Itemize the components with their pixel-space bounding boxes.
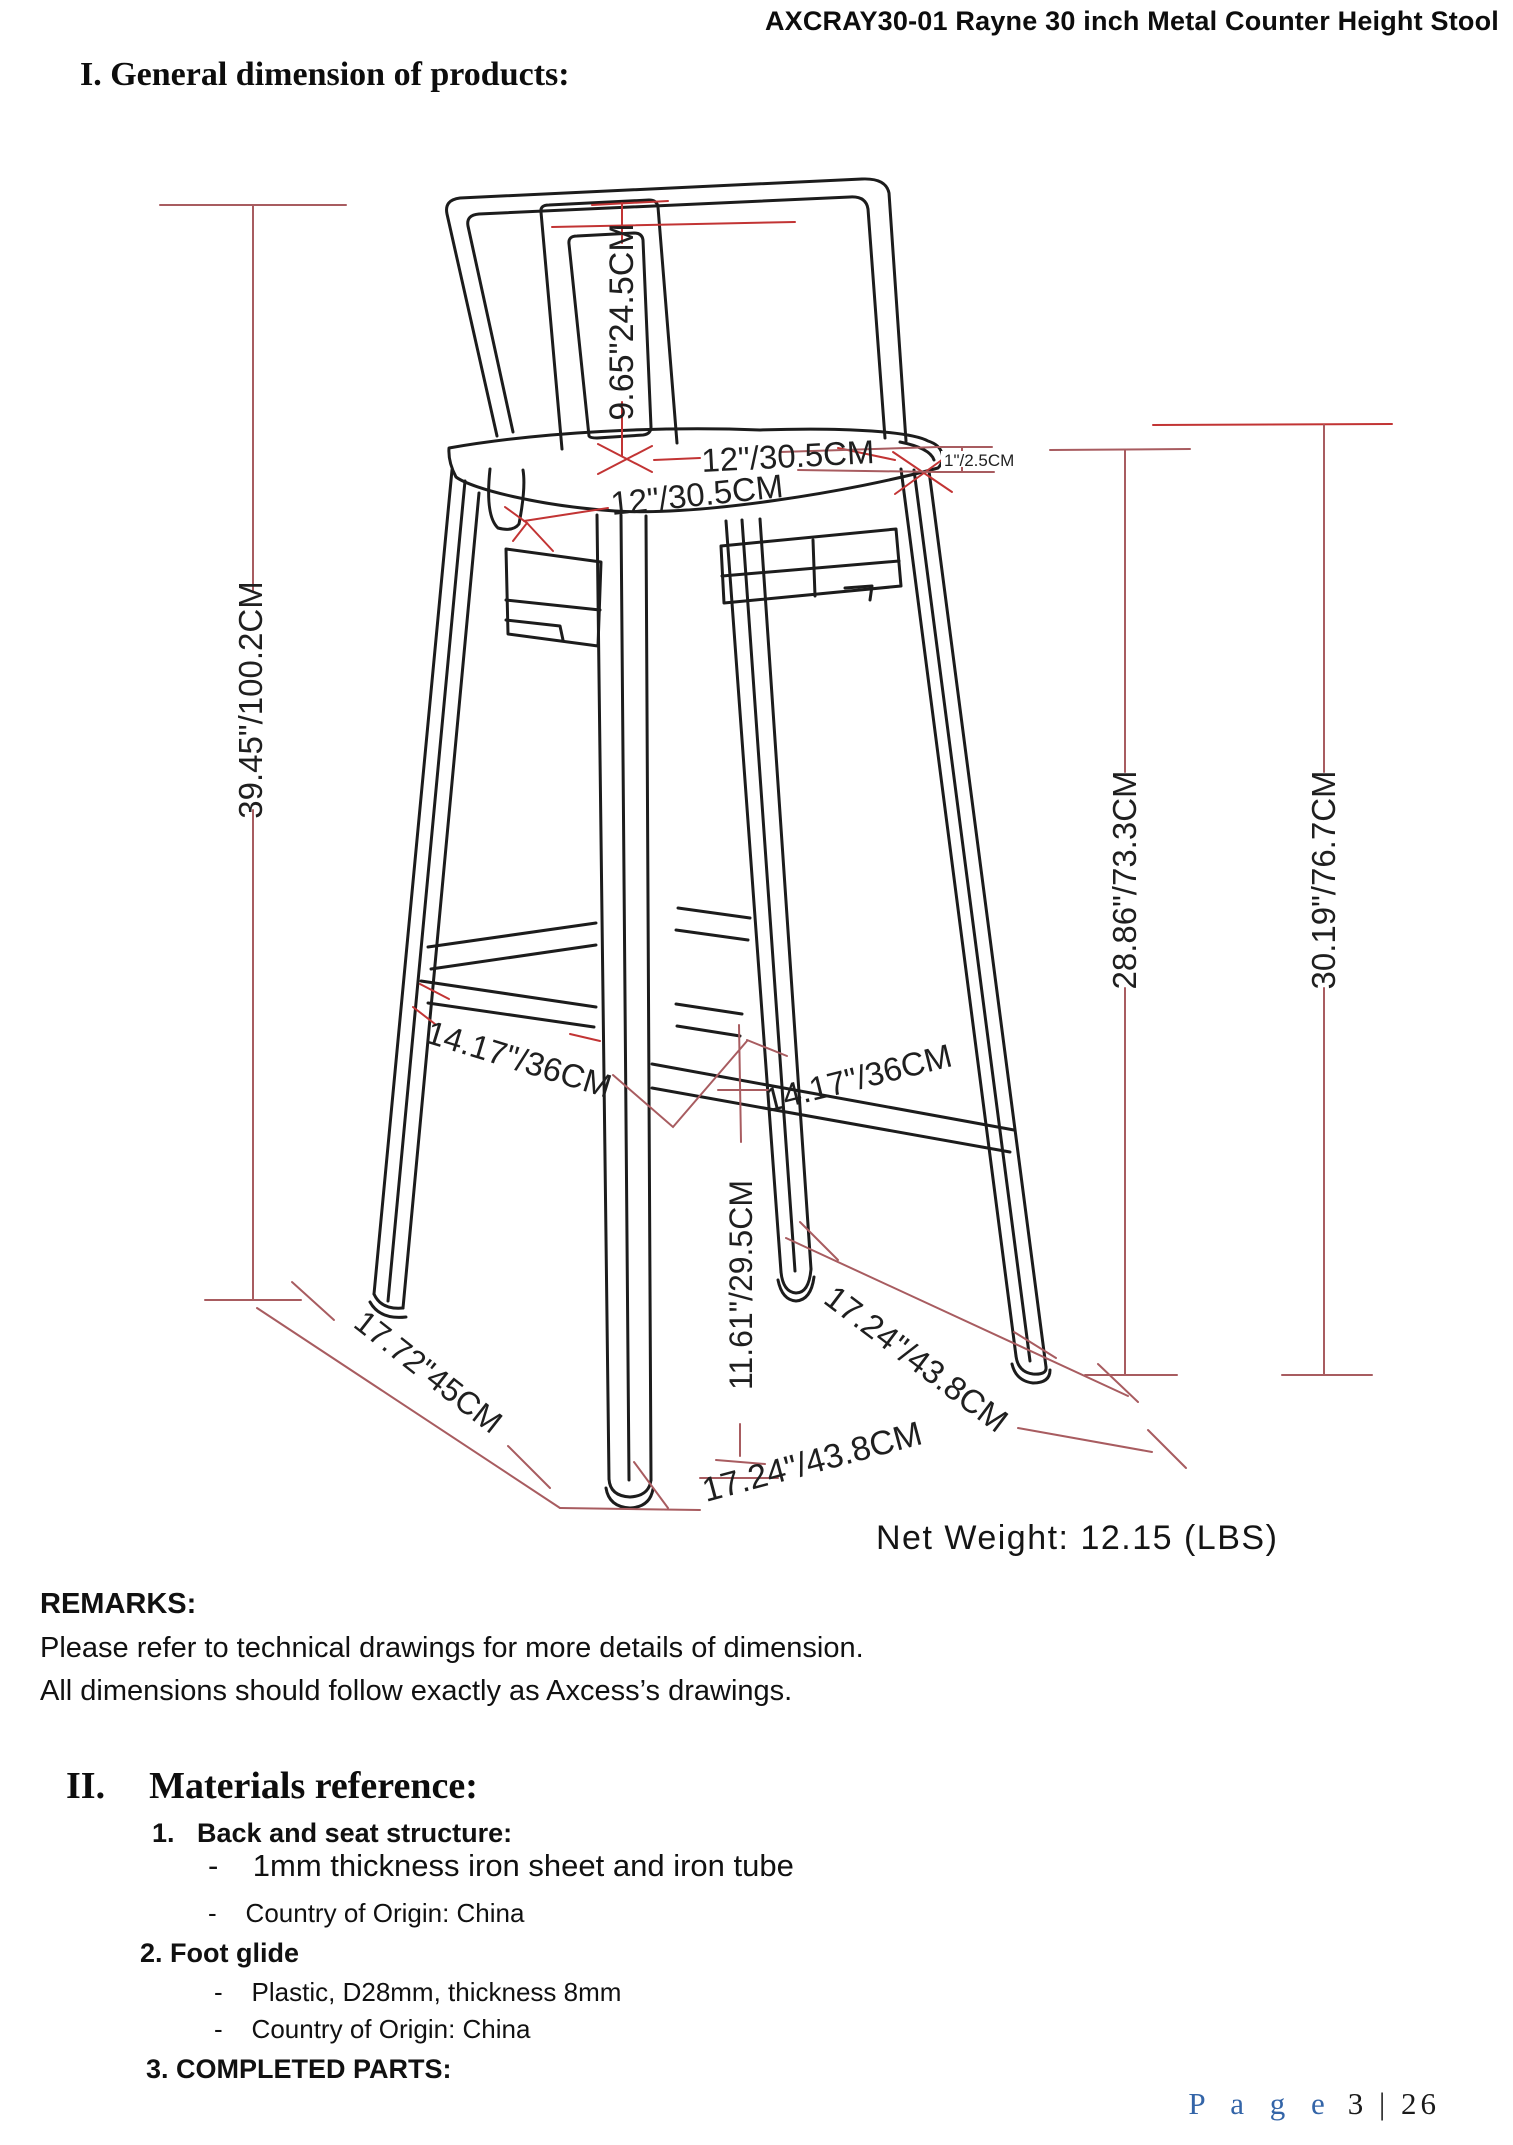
materials-item-3: 3. COMPLETED PARTS: (146, 2054, 452, 2084)
dimension-lines (160, 201, 1392, 1510)
dim-base-diag-upper-label: 17.24"/43.8CM (817, 1278, 1015, 1440)
materials-item-2: 2. Foot glide (140, 1938, 299, 1968)
page-word: P a g e (1188, 2086, 1334, 2121)
dim-stool-height-label: 30.19"/76.7CM (1305, 770, 1342, 990)
materials-item-1-sub-2: - Country of Origin: China (208, 1898, 525, 1928)
stool-technical-drawing (0, 130, 1513, 1520)
dim-footrest-left-label: 14.17"/36CM (421, 1013, 616, 1105)
dim-seat-height-label: 28.86"/73.3CM (1106, 770, 1143, 990)
materials-item-1-sub-1: - 1mm thickness iron sheet and iron tube (208, 1848, 794, 1883)
net-weight: Net Weight: 12.15 (LBS) (876, 1519, 1279, 1557)
section2-heading (66, 1764, 478, 1808)
section2-numeral: II. (66, 1765, 106, 1807)
materials-item-1: 1. Back and seat structure: (152, 1818, 513, 1848)
dim-base-diag-lower-label: 17.24"/43.8CM (698, 1414, 927, 1510)
section1-title: I. General dimension of products: (80, 56, 570, 93)
dim-seat-width-front-label: 12"/30.5CM (608, 467, 785, 522)
dim-base-left-label: 17.72"45CM (347, 1303, 510, 1441)
dim-seat-thickness-label: 1"/2.5CM (944, 451, 1015, 470)
page-footer (1188, 2086, 1440, 2122)
remarks-line-1: Please refer to technical drawings for more details of dimension. (40, 1632, 864, 1664)
dim-seat-width-top-label: 12"/30.5CM (700, 432, 876, 479)
dim-overall-height-label: 39.45"/100.2CM (232, 581, 269, 819)
header-product-line: AXCRAY30-01 Rayne 30 inch Metal Counter Height Stool (764, 6, 1499, 36)
dim-footrest-height-label: 11.61"/29.5CM (723, 1180, 759, 1390)
section2-title: Materials reference: (149, 1765, 478, 1807)
materials-item-2-sub-2: - Country of Origin: China (214, 2014, 531, 2044)
dim-back-height-label: 9.65"24.5CM (603, 223, 641, 421)
page-ref: 3 | 26 (1347, 2086, 1440, 2121)
remarks-line-2: All dimensions should follow exactly as Axcess’s drawings. (40, 1675, 793, 1707)
materials-item-2-sub-1: - Plastic, D28mm, thickness 8mm (214, 1977, 622, 2007)
stool-outline (370, 179, 1050, 1508)
remarks-title: REMARKS: (40, 1588, 197, 1620)
dim-footrest-right-label: 14.17"/36CM (760, 1036, 956, 1119)
